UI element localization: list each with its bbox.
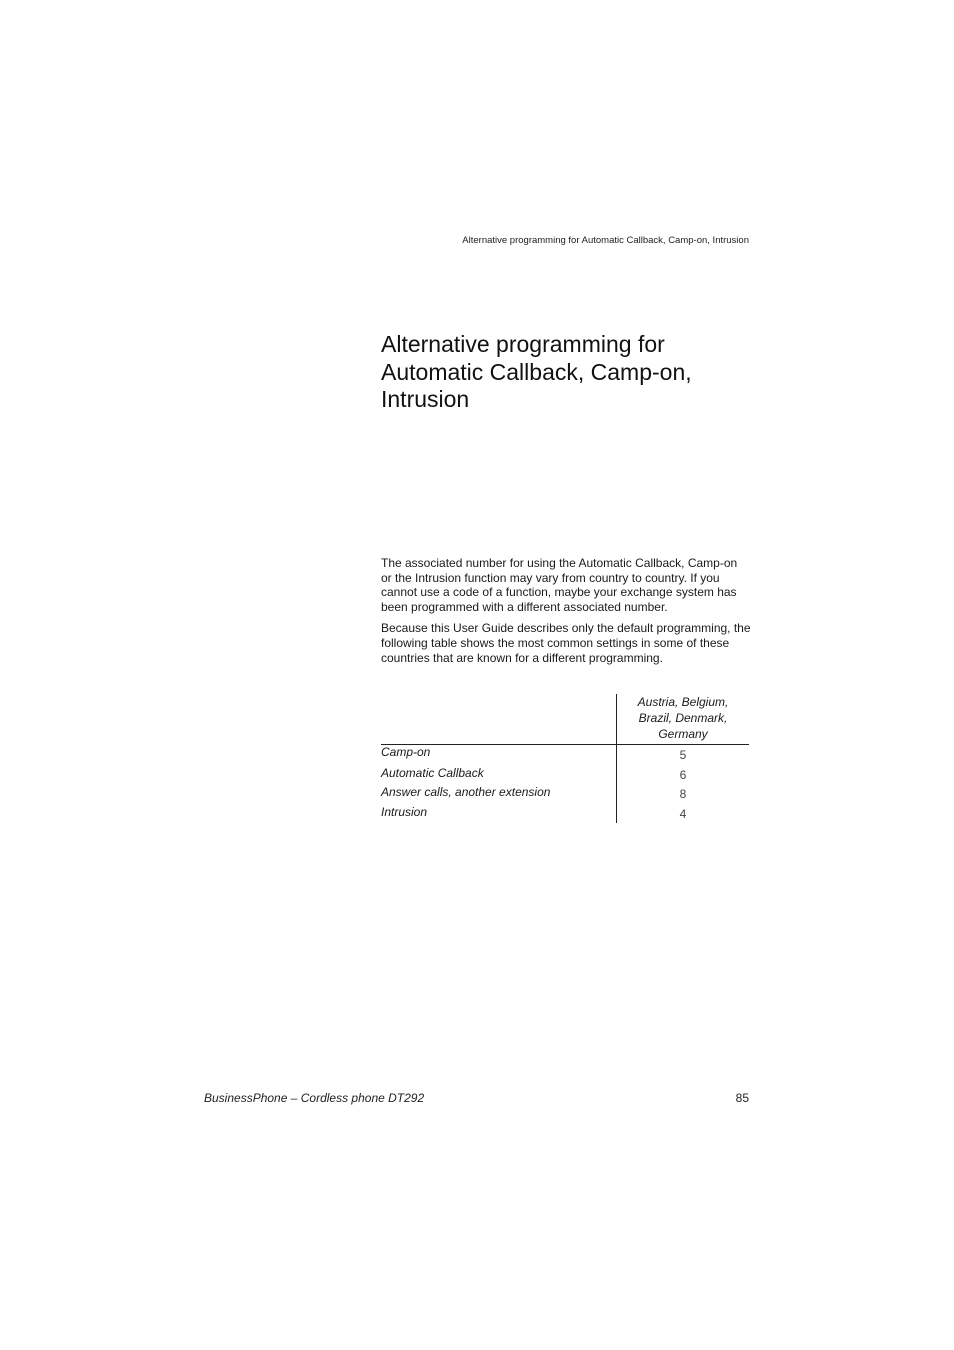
page-title-line-3: Intrusion xyxy=(381,386,470,412)
table-header-countries xyxy=(617,694,750,745)
row-label-answer-calls: Answer calls, another extension xyxy=(381,785,551,799)
countries-line-2: Brazil, Denmark, xyxy=(638,711,728,725)
row-value-answer-calls: 8 xyxy=(617,784,750,804)
running-header: Alternative programming for Automatic Callback, Camp-on, Intrusion xyxy=(462,235,749,246)
page-number: 85 xyxy=(735,1091,749,1105)
row-label-intrusion: Intrusion xyxy=(381,804,428,819)
body-text xyxy=(381,556,751,672)
country-settings-table xyxy=(381,694,749,823)
page-title-line-1: Alternative programming for xyxy=(381,331,665,357)
row-label-camp-on: Camp-on xyxy=(381,745,431,759)
page-title xyxy=(381,331,761,414)
countries-line-3: Germany xyxy=(658,727,708,741)
countries-line-1: Austria, Belgium, xyxy=(637,695,729,709)
row-label-automatic-callback: Automatic Callback xyxy=(381,765,484,780)
table-row xyxy=(381,745,749,765)
table-intro-paragraph: Because this User Guide describes only the default programming, the following table shows the most common settings in some of these countries that are known for a different programming. xyxy=(381,621,751,665)
table-row xyxy=(381,765,749,785)
intro-paragraph: The associated number for using the Automatic Callback, Camp-on or the Intrusion function may vary from country to country. If you cannot use a code of a function, maybe your exchange system has been programmed with a different associated number. xyxy=(381,556,738,614)
table-header-label xyxy=(381,694,617,745)
footer-title: BusinessPhone – Cordless phone DT292 xyxy=(204,1091,425,1105)
table-row xyxy=(381,804,749,824)
table-row xyxy=(381,784,749,804)
page-title-line-2: Automatic Callback, Camp-on, xyxy=(381,358,692,385)
row-value-camp-on: 5 xyxy=(617,745,750,765)
row-value-intrusion: 4 xyxy=(617,804,750,824)
table-header-row xyxy=(381,694,749,745)
row-value-automatic-callback: 6 xyxy=(617,765,750,785)
